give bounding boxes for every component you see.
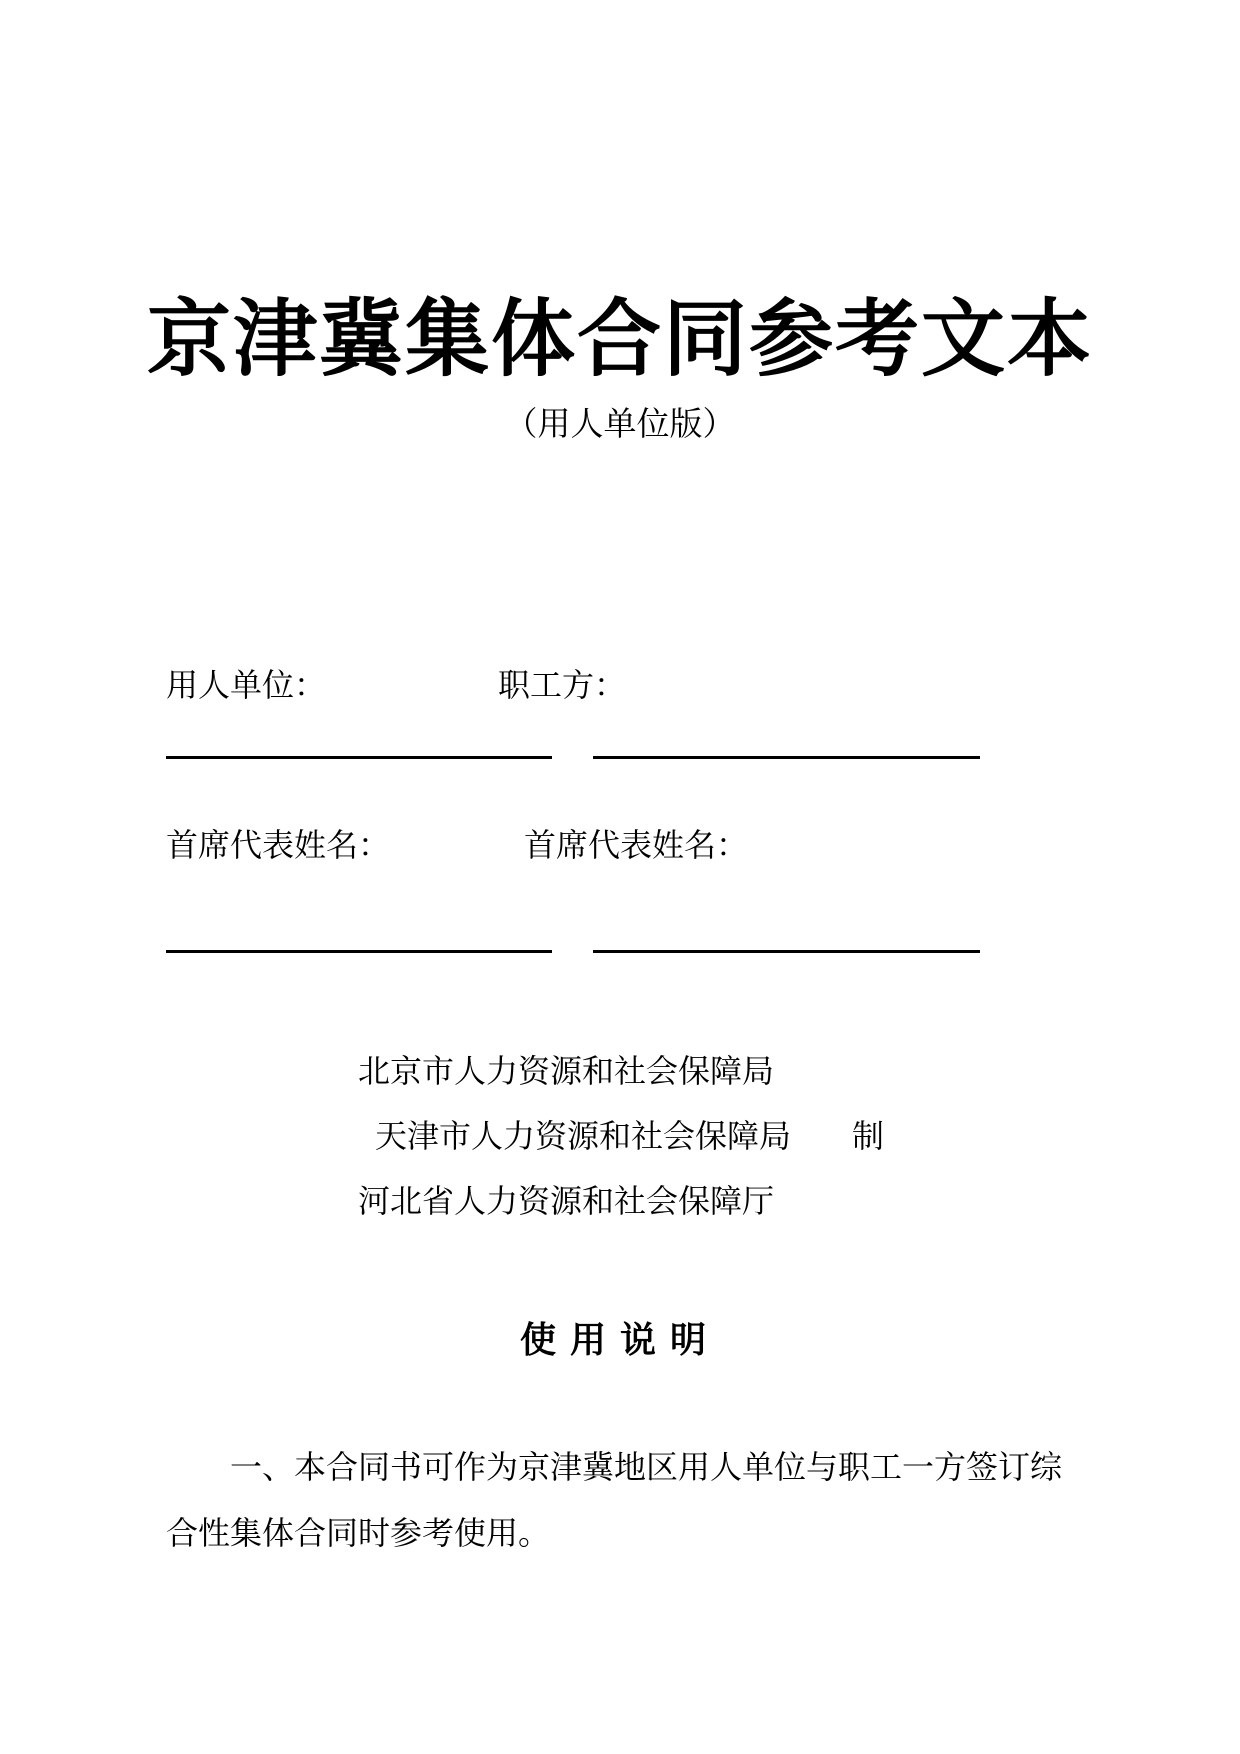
- employee-representative-label: 首席代表姓名：: [524, 826, 749, 864]
- issuer-beijing: 北京市人力资源和社会保障局: [358, 1052, 775, 1090]
- issuer-tianjin: 天津市人力资源和社会保障局: [375, 1117, 792, 1155]
- employee-representative-line: [593, 950, 980, 953]
- employee-party-label: 职工方：: [498, 666, 627, 704]
- issuer-suffix: 制: [852, 1117, 885, 1155]
- employer-representative-line: [166, 950, 552, 953]
- employer-signature-line: [166, 756, 552, 759]
- document-title: 京津冀集体合同参考文本: [146, 290, 1093, 388]
- employee-signature-line: [593, 756, 980, 759]
- usage-paragraph-line: 一、本合同书可作为京津冀地区用人单位与职工一方签订综: [230, 1448, 1063, 1486]
- usage-paragraph-line: 合性集体合同时参考使用。: [166, 1514, 551, 1552]
- employer-representative-label: 首席代表姓名：: [166, 826, 391, 864]
- usage-heading: 使用说明: [519, 1320, 720, 1361]
- usage-paragraph: [166, 1434, 1076, 1566]
- document-subtitle: （用人单位版）: [504, 404, 736, 443]
- employer-label: 用人单位：: [166, 666, 327, 704]
- issuer-hebei: 河北省人力资源和社会保障厅: [358, 1182, 775, 1220]
